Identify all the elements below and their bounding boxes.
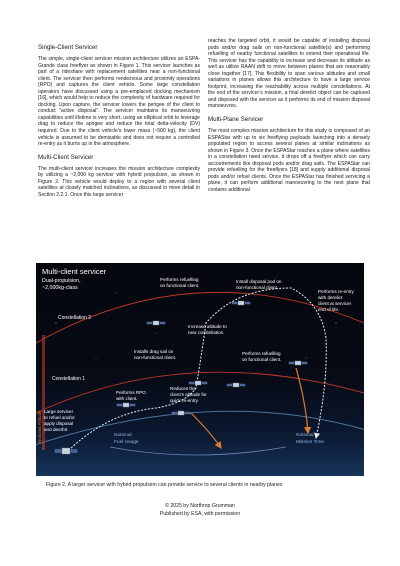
heading-multi-client: Multi-Client Servicer: [38, 153, 94, 161]
annotation-large-2: to refuel and/or: [44, 415, 75, 420]
fuel-label-1: Notional: [114, 433, 132, 438]
figure-title: Multi-client servicer: [42, 267, 107, 276]
annotation-reentry-1: Performs re-entry: [318, 289, 354, 294]
mission-time-label-1: Notional: [296, 433, 314, 438]
paragraph-multi-client: The multi-client servicer increases the mission architecture complexity by utilizing a ~2,000 kg servicer with hybrid propulsion, as shown in Figure 2. This vehicle would deploy to a region with several client satellites at closely matched inclinations, as discussed in more detail in Section 2.2.1. Once this large servicer: [38, 165, 200, 198]
annotation-reduce-1: Reduces the: [170, 386, 196, 391]
annotation-reduce-2: client’s altitude for: [170, 392, 207, 397]
altitude-axis-label: Notional Altitude: [37, 410, 42, 443]
paragraph-multi-plane: The most complex mission architecture for this study is composed of an ESPAStar with up to six freeflying payloads launching into a densely populated region to access several planes at similar inclinations as shown in Figure 3. Once the ESPAStar reaches a plane where satellites in a constellation need service, it drops off a freeflyer which can carry accoutrements like disposal pods and/or drag sails. The ESPAStar can provide refuelling for the freeflyers [18] and supply additional disposal pods and/or refuel clients. Once the ESPAStar has finished servicing a plane, it can perform additional manoeuvring to the next plane that contains additional: [208, 128, 370, 193]
annotation-large-4: and deorbit.: [44, 427, 69, 432]
annotation-install-pod-2: non-functional client.: [236, 285, 279, 290]
altitude-axis-bar: [42, 335, 45, 450]
heading-multi-plane: Multi-Plane Servicer: [208, 116, 264, 124]
annotation-refuel-top-1: Performs refuelling: [160, 277, 199, 282]
left-column: [38, 44, 200, 204]
stars: [56, 277, 340, 359]
paragraph-multi-client-cont: reaches the targeted orbit, it would be capable of installing disposal pods and/or drag sails on non-functional satellite(s) and performing refuelling of nearby functional satellites to extend their operational life. This servicer has the capability to increase and decrease its altitude as well as utilize RAAN drift to move between planes that are reasonably close together [17]. This flexibility to span various altitudes and small variations in planes allows this architecture to have a large service footprint, increasing the reachability across multiple constellations. At the end of the servicer’s mission, a final derelict object can be captured and disposed with the servicer as it performs its end of mission disposal manoeuvres.: [208, 38, 370, 110]
annotation-dragsail-2: non-functional client.: [134, 355, 177, 360]
fuel-label-2: Fuel Usage: [114, 440, 139, 445]
annotation-reduce-3: quick re-entry.: [170, 398, 199, 403]
figure-2: [36, 263, 364, 476]
constellation-2-label: Constellation 2: [58, 315, 92, 321]
annotation-refuel-mid-2: on functional client.: [242, 357, 282, 362]
annotation-reentry-3: client at servicer: [318, 301, 352, 306]
mission-time-label-2: Mission Time: [296, 440, 324, 445]
annotation-increase-1: Increase altitude to: [188, 324, 227, 329]
annotation-large-3: apply disposal: [44, 421, 74, 426]
annotation-large-1: Large servicer: [44, 409, 74, 414]
publisher-line: Published by ESA, with permission: [159, 511, 241, 517]
constellation-1-label: Constellation 1: [52, 376, 86, 382]
figure-caption: Figure 2. A larger servicer with hybrid propulsion can provide service to several clients in nearby planes: [46, 482, 283, 488]
annotation-reentry-2: with derelict: [318, 295, 343, 300]
annotation-reentry-4: end of life.: [318, 307, 340, 312]
figure-subtitle-1: Dual-propulsion,: [42, 278, 81, 284]
servicer-path: [66, 288, 326, 453]
satellite-icons: [55, 301, 307, 454]
annotation-refuel-top-2: on functional client.: [160, 283, 200, 288]
deorbit-arrow-2: [296, 368, 308, 433]
heading-single-client: Single-Client Servicer: [38, 44, 98, 51]
paragraph-single-client: The simple, single-client servicer mission architecture utilizes an ESPA-Grande class freeflyer as shown in Figure 1. This servicer launches as part of a rideshare with replacement satellites near a non-functional client. The servicer then performs rendezvous and proximity operations (RPO) and captures the client vehicle. Some large constellation operators have discussed using a pre-emplaced docking mechanism [16], which would help to reduce the complexity of hardware required for docking. Upon capture, the servicer lowers the perigee of the client to conduct “active disposal”. The servicer maintains its manoeuvring capabilities until lifetime is very short, using an elliptical orbit to leverage drag to reduce the apogee and reduce the total delta-velocity (DV) required. Due to the client vehicle’s lower mass (~500 kg), the client vehicle is assumed to be demisable and does not require a controlled re-entry as it burns up in the atmosphere.: [38, 56, 200, 148]
figure-illustration: [36, 263, 364, 476]
annotation-rpo-2: with client.: [116, 396, 138, 401]
annotation-dragsail-1: Installs drag sail on: [134, 349, 174, 354]
right-column: [208, 38, 370, 199]
annotation-refuel-mid-1: Performs refuelling: [242, 351, 281, 356]
annotation-rpo-1: Performs RPO: [116, 390, 146, 395]
figure-subtitle-2: ~2,000kg-class: [42, 285, 78, 291]
annotation-install-pod-1: Install disposal pod on: [236, 279, 282, 284]
annotation-increase-2: new constellation.: [188, 330, 225, 335]
copyright-line: © 2025 by Northrop Grumman: [165, 503, 235, 509]
